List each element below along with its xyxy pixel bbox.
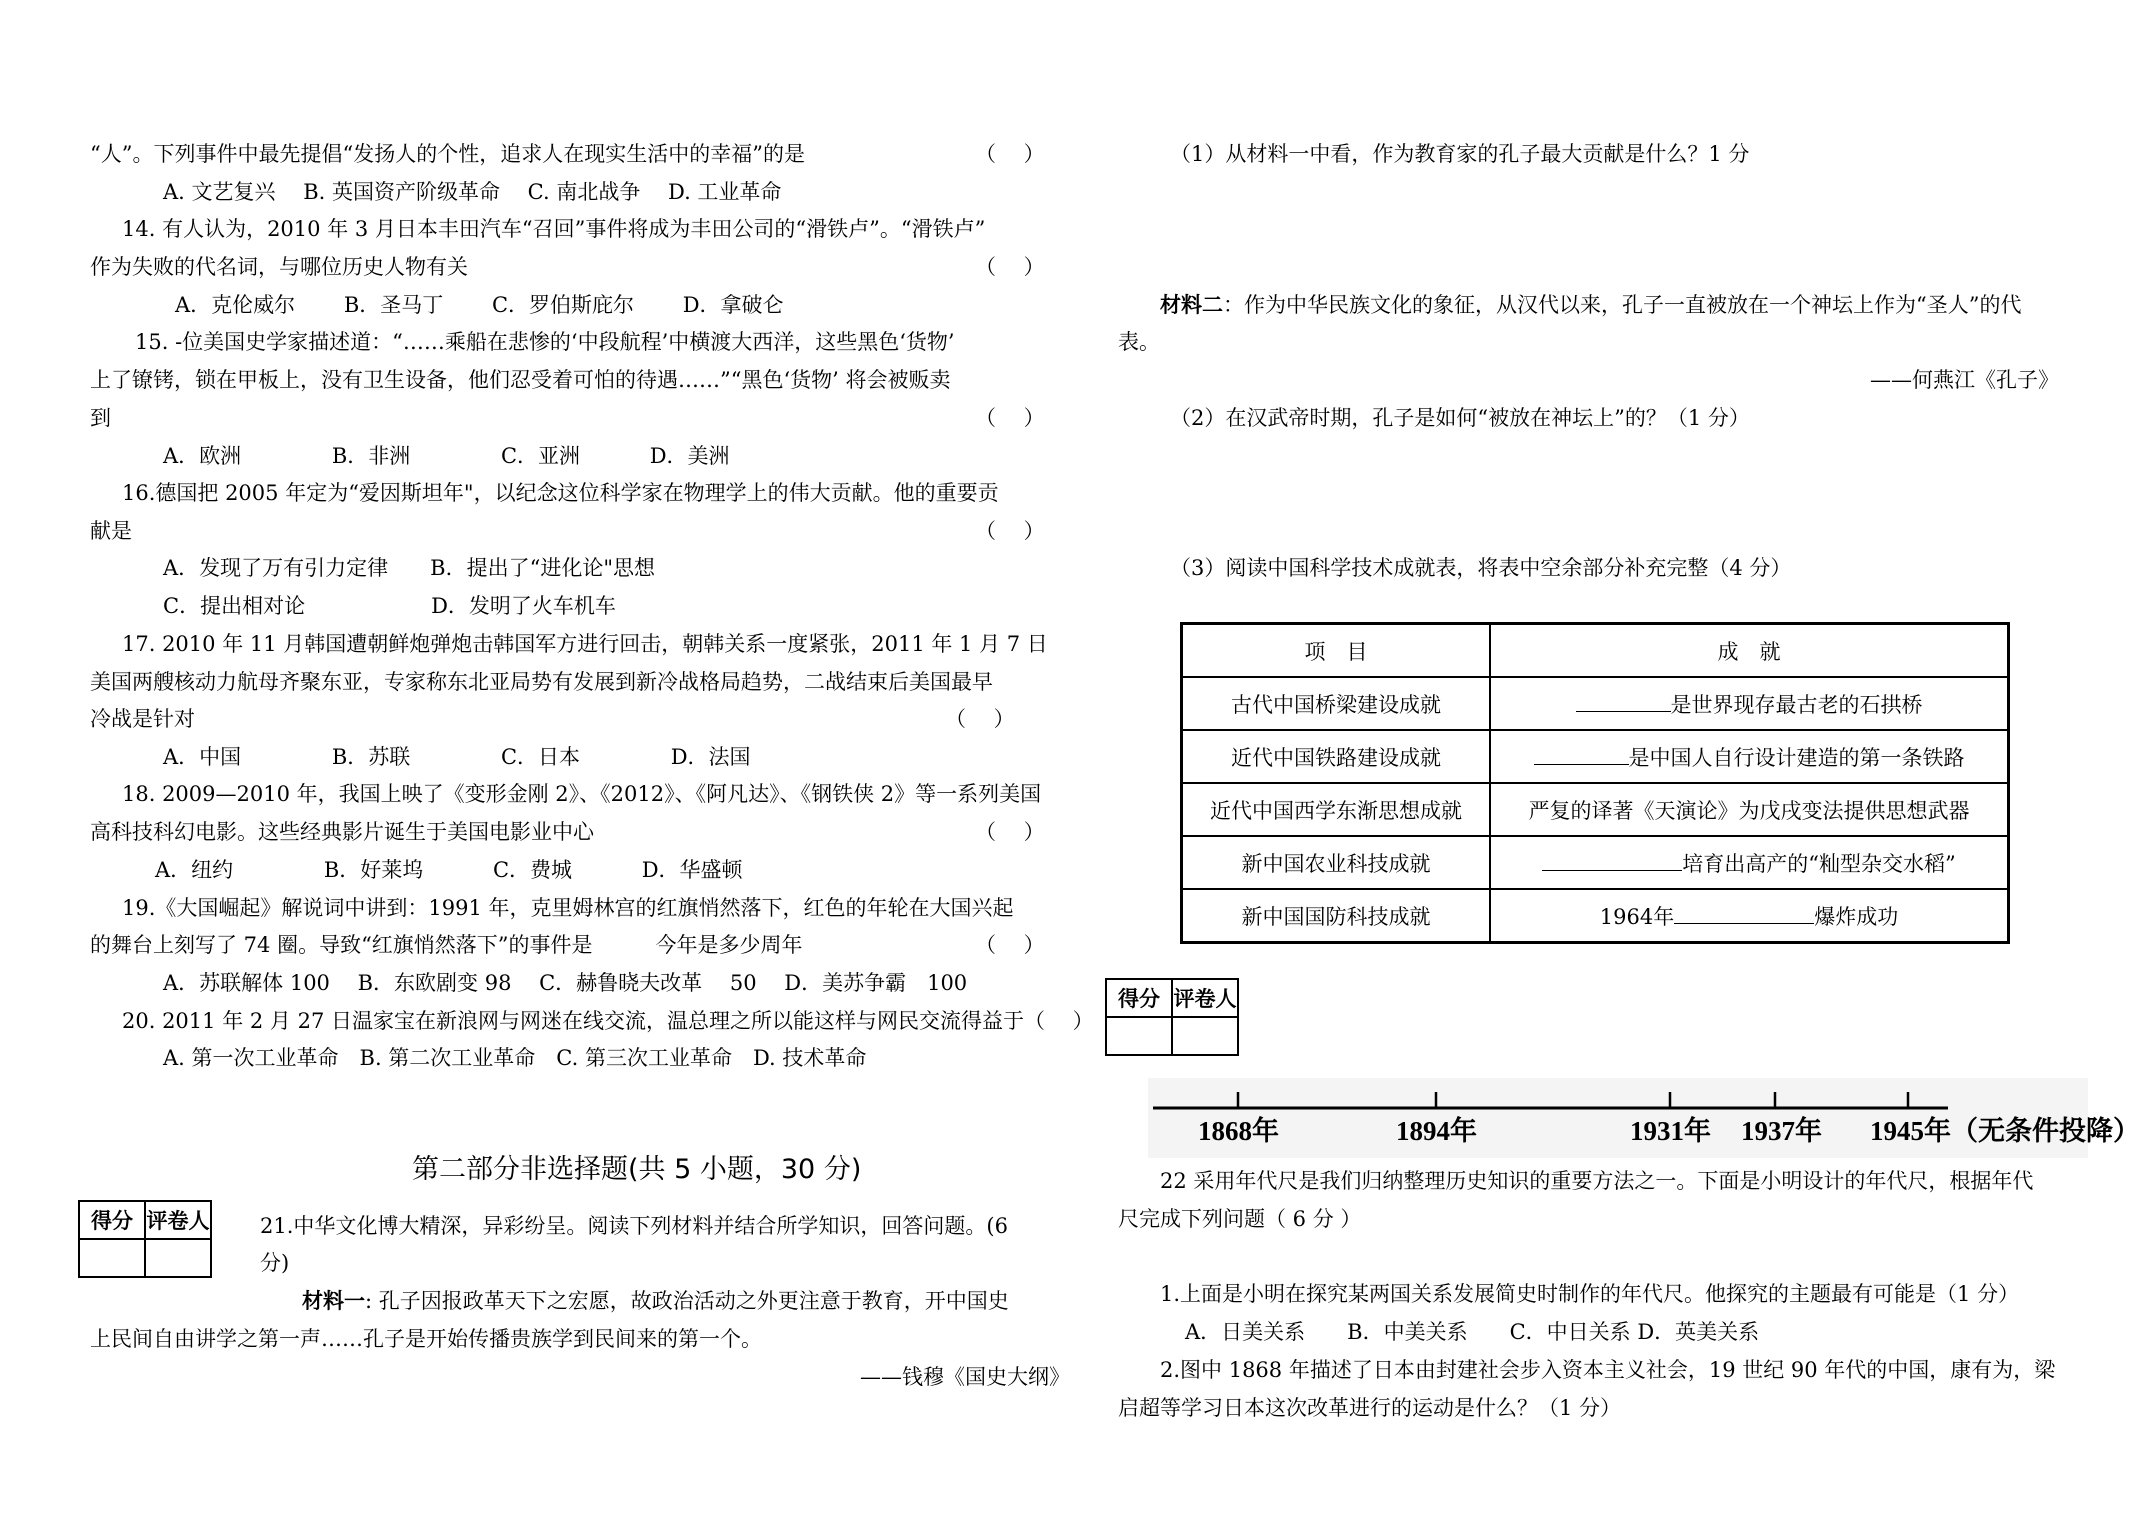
q15-stem-cont: 上了镣铐，锁在甲板上，没有卫生设备，他们忍受着可怕的待遇……”“黑色‘货物’ 将会被贩卖 [90,368,951,392]
fill-blank[interactable] [1576,691,1671,712]
material-2-text: ：作为中华民族文化的象征，从汉代以来，孔子一直被放在一个神坛上作为“圣人”的代 [1223,293,2022,317]
table-row [1182,677,2009,730]
score-box [78,1200,212,1278]
achievement-table [1180,622,2010,944]
row-achievement-year: 1964年 [1599,904,1675,929]
material-1 [302,1286,1009,1316]
q17-stem-cont: 美国两艘核动力航母齐聚东亚，专家称东北亚局势有发展到新冷战格局趋势，二战结束后美国最早 [90,670,993,694]
table-row [1182,836,2009,889]
row-achievement [1490,677,2009,730]
q19-options: A．苏联解体 100 B．东欧剧变 98 C．赫鲁晓夫改革 50 D．美苏争霸 100 [163,971,968,995]
q22-sub2-cont: 启超等学习日本这次改革进行的运动是什么？（1 分） [1118,1396,1622,1420]
score-label: 得分 [1106,979,1172,1017]
q22-stem-cont: 尺完成下列问题（ 6 分 ） [1118,1207,1362,1231]
answer-paren: （ ） [975,255,1045,279]
q14-stem: 14. 有人认为，2010 年 3 月日本丰田汽车“召回”事件将成为丰田公司的“滑铁卢”。“滑铁卢” [122,217,986,241]
row-item: 新中国国防科技成就 [1182,889,1491,943]
q14-options: A．克伦威尔 B．圣马丁 C．罗伯斯庇尔 D．拿破仑 [175,293,784,317]
score-label: 得分 [79,1201,145,1239]
timeline-label: 1931年 [1630,1116,1711,1146]
q13-stem: “人”。下列事件中最先提倡“发扬人的个性，追求人在现实生活中的幸福”的是 [90,142,805,166]
fill-blank[interactable] [1534,744,1629,765]
score-cell[interactable] [79,1239,145,1277]
timeline-label: 1868年 [1198,1116,1279,1146]
material-1-cont: 上民间自由讲学之第一声……孔子是开始传播贵族学到民间来的第一个。 [90,1327,762,1351]
answer-paren: （ ） [975,519,1045,543]
row-item: 近代中国西学东渐思想成就 [1182,783,1491,836]
q19-stem: 19.《大国崛起》解说词中讲到：1991 年，克里姆林宫的红旗悄然落下，红色的年轮在大国兴起 [122,896,1014,920]
q19-stem-cont: 的舞台上刻写了 74 圈。导致“红旗悄然落下”的事件是 今年是多少周年 [90,933,803,957]
timeline-label: 1937年 [1741,1116,1822,1146]
grader-cell[interactable] [1172,1017,1238,1055]
row-item: 新中国农业科技成就 [1182,836,1491,889]
q16-options-ab: A．发现了万有引力定律 B．提出了“进化论"思想 [163,556,655,580]
q15-stem-cont2: 到 [90,406,111,430]
q14-stem-cont: 作为失败的代名词，与哪位历史人物有关 [90,255,468,279]
q22-stem: 22 采用年代尺是我们归纳整理历史知识的重要方法之一。下面是小明设计的年代尺，根据年代 [1160,1169,2034,1193]
q17-stem: 17. 2010 年 11 月韩国遭朝鲜炮弹炮击韩国军方进行回击，朝韩关系一度紧张，2011 年 1 月 7 日 [122,632,1048,656]
row-achievement-text: 严复的译著《天演论》为戊戌变法提供思想武器 [1490,783,2009,836]
q17-options: A．中国 B．苏联 C．日本 D．法国 [163,745,751,769]
table-row [1182,889,2009,943]
grader-label: 评卷人 [1172,979,1238,1017]
score-box [1105,978,1239,1056]
header-achievement: 成 就 [1490,624,2009,678]
grader-label: 评卷人 [145,1201,211,1239]
q20-stem: 20. 2011 年 2 月 27 日温家宝在新浪网与网迷在线交流，温总理之所以能这样与网民交流得益于（ ） [122,1009,1094,1033]
material-1-label: 材料一 [302,1288,365,1313]
q18-stem: 18. 2009—2010 年，我国上映了《变形金刚 2》、《2012》、《阿凡达》、《钢铁侠 2》等一系列美国 [122,782,1042,806]
q21-stem-cont: 分) [260,1251,290,1275]
material-1-source: ——钱穆《国史大纲》 [860,1365,1070,1389]
q16-stem: 16.德国把 2005 年定为“爱因斯坦年"，以纪念这位科学家在物理学上的伟大贡献。他的重要贡 [122,481,999,505]
timeline-label: 1945年（无条件投降） [1870,1116,2140,1146]
q13-options: A. 文艺复兴 B. 英国资产阶级革命 C. 南北战争 D. 工业革命 [163,180,782,204]
q17-stem-cont2: 冷战是针对 [90,707,195,731]
row-achievement [1490,836,2009,889]
material-2-cont: 表。 [1118,330,1160,354]
header-item: 项 目 [1182,624,1491,678]
fill-blank[interactable] [1674,903,1814,924]
q22-sub1-options: A．日美关系 B．中美关系 C．中日关系 D．英美关系 [1185,1320,1760,1344]
q21-stem: 21.中华文化博大精深，异彩纷呈。阅读下列材料并结合所学知识，回答问题。(6 [260,1214,1008,1238]
section-title: 第二部分非选择题(共 5 小题，30 分) [412,1154,862,1185]
q18-stem-cont: 高科技科幻电影。这些经典影片诞生于美国电影业中心 [90,820,594,844]
q22-sub2: 2.图中 1868 年描述了日本由封建社会步入资本主义社会，19 世纪 90 年代的中国，康有为，梁 [1160,1358,2056,1382]
q21-sub1: （1）从材料一中看，作为教育家的孔子最大贡献是什么？1 分 [1170,142,1750,166]
row-achievement-text: 爆炸成功 [1814,904,1899,929]
grader-cell[interactable] [145,1239,211,1277]
row-achievement-text: 培育出高产的“籼型杂交水稻” [1682,851,1956,876]
answer-paren: （ ） [975,406,1045,430]
fill-blank[interactable] [1542,850,1682,871]
q16-options-cd: C．提出相对论 D．发明了火车机车 [163,594,616,618]
row-achievement [1490,889,2009,943]
material-1-text: : 孔子因报政革天下之宏愿，故政治活动之外更注意于教育，开中国史 [365,1289,1009,1313]
table-row [1182,783,2009,836]
material-2-source: ——何燕江《孔子》 [1870,368,2059,392]
row-achievement-text: 是世界现存最古老的石拱桥 [1670,692,1923,717]
material-2-label: 材料二 [1160,292,1223,317]
answer-paren: （ ） [975,142,1045,166]
answer-paren: （ ） [975,933,1045,957]
table-header-row [1182,624,2009,678]
table-row [1182,730,2009,783]
q21-sub3: （3）阅读中国科学技术成就表，将表中空余部分补充完整（4 分） [1170,556,1792,580]
q15-stem: 15. -位美国史学家描述道：“……乘船在悲惨的‘中段航程’中横渡大西洋，这些黑色‘货物’ [135,330,955,354]
q15-options: A．欧洲 B．非洲 C．亚洲 D．美洲 [163,444,730,468]
score-cell[interactable] [1106,1017,1172,1055]
row-item: 古代中国桥梁建设成就 [1182,677,1491,730]
material-2 [1160,290,2021,320]
answer-paren: （ ） [945,707,1015,731]
timeline-ruler [1148,1078,2140,1158]
q21-sub2: （2）在汉武帝时期，孔子是如何“被放在神坛上”的？（1 分） [1170,406,1750,430]
q22-sub1: 1.上面是小明在探究某两国关系发展简史时制作的年代尺。他探究的主题最有可能是（1 分） [1160,1282,2020,1306]
q18-options: A．纽约 B．好莱坞 C．费城 D．华盛顿 [155,858,743,882]
row-achievement [1490,730,2009,783]
q20-options: A. 第一次工业革命 B. 第二次工业革命 C. 第三次工业革命 D. 技术革命 [163,1046,867,1070]
row-item: 近代中国铁路建设成就 [1182,730,1491,783]
timeline-label: 1894年 [1396,1116,1477,1146]
answer-paren: （ ） [975,820,1045,844]
row-achievement-text: 是中国人自行设计建造的第一条铁路 [1628,745,1965,770]
q16-stem-cont: 献是 [90,519,132,543]
